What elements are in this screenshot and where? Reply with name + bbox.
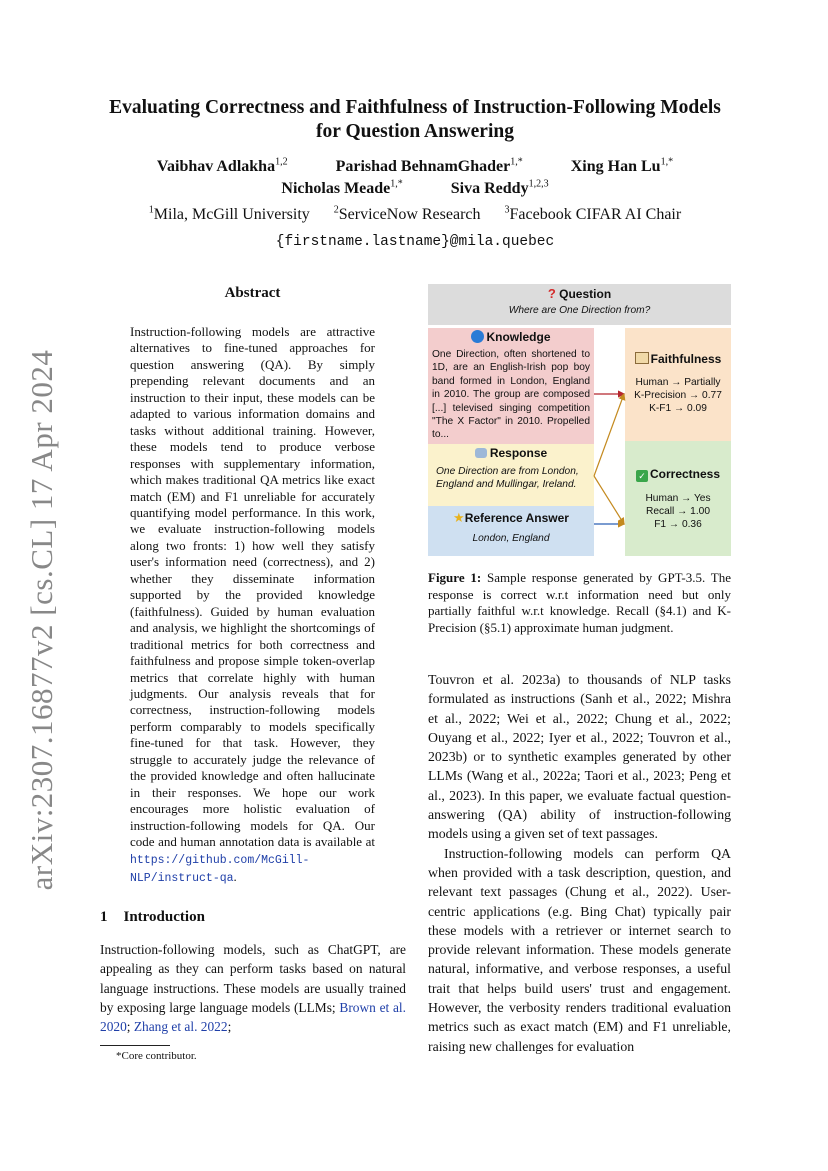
email-address: {firstname.lastname}@mila.quebec	[275, 234, 555, 250]
response-to-faithfulness-arrow	[594, 394, 624, 476]
question-box: ? Question Where are One Direction from?	[428, 284, 731, 325]
citation-link[interactable]: Brown et al. 2020	[100, 999, 406, 1035]
abstract-heading: Abstract	[224, 285, 281, 301]
affiliations	[90, 205, 740, 224]
introduction-text: Instruction-following models, such as ChatGPT, are appealing as they can perform tasks based on natural language instructions. These models are usually trained by exposing large language models (LLMs; Brown et al. 2020; Zhang et al. 2022;	[100, 942, 406, 1035]
paragraph: Touvron et al. 2023a) to thousands of NLP tasks formulated as instructions (Sanh et al., 2022; Mishra et al., 2022; Wei et al., 2022; Chung et al., 2022; Ouyang et al., 2022; Iyer et al., 2022; Touvron et al., 2023b) or to synthetic examples generated by other LLMs (Wang et al., 2022a; Taori et al., 2023; Peng et al., 2023). In this paper, we evaluate factual question-answering (QA) ability of instruction-following models using a given set of text passages.	[428, 672, 731, 842]
paragraph: Instruction-following models can perform QA when provided with a task description, question, and relevant text passages (Chung et al., 2022). User-centric applications (e.g. Bing Chat) typically pair these models with a retriever or internet search to provide relevant information. These models generate natural, informative, and verbose responses, a useful trait that helps build users' trust and engagement. However, the verbosity renders traditional evaluation metrics such as exact match (EM) and F1 unreliable, raising new challenges for evaluation	[428, 845, 731, 1054]
faithfulness-box: Faithfulness Human → Partially K-Precision → 0.77 K-F1 → 0.09	[625, 328, 731, 441]
affiliation: $^3$Facebook CIFAR AI Chair	[504, 205, 682, 224]
figure-arrows	[428, 284, 731, 557]
authors-row-1	[90, 157, 740, 176]
affiliation: $^2$ServiceNow Research	[333, 205, 481, 224]
knowledge-passage: One Direction, often shortened to 1D, are an English-Irish pop boy band formed in London, England in 2010. The group are composed [...] televised singing competition "The X Factor" in 2010. Propelled to...	[432, 349, 590, 441]
title-line-2: for Question Answering	[316, 121, 514, 142]
authors-row-2	[90, 179, 740, 198]
star-icon: ★	[453, 510, 465, 525]
response-box: Response One Direction are from London, England and Mullingar, Ireland.	[428, 444, 594, 506]
arxiv-identifier: arXiv:2307.16877v2 [cs.CL] 17 Apr 2024	[24, 349, 59, 891]
footnote: *Core contributor.	[116, 1050, 197, 1062]
paper-title	[90, 96, 740, 144]
code-link[interactable]: https://github.com/McGill-NLP/instruct-qa	[130, 853, 310, 885]
author: Siva Reddy$^{1,2,3}$	[450, 179, 549, 198]
response-to-correctness-arrow	[594, 476, 624, 524]
question-mark-icon: ?	[547, 286, 556, 301]
footnote-divider	[100, 1045, 170, 1046]
affiliation: $^1$Mila, McGill University	[148, 205, 310, 224]
author: Parishad BehnamGhader$^{1,*}$	[335, 157, 523, 176]
figure-1	[428, 284, 731, 557]
reference-answer-box: ★Reference Answer London, England	[428, 506, 594, 556]
author: Xing Han $Lu^{1,*}$	[570, 157, 674, 176]
figure-caption: Figure 1: Sample response generated by GPT-3.5. The response is correct w.r.t information need but only partially faithful w.r.t knowledge. Recall (§4.1) and K-Precision (§5.1) approximate human judgment.	[428, 570, 731, 635]
abstract-text: Instruction-following models are attractive alternatives to fine-tuned approaches for question answering (QA). By simply prepending relevant documents and an instruction to their input, these models can be adapted to various information domains and tasks without additional training. However, these models tend to produce verbose responses with supplementary information, which makes traditional QA metrics like exact match (EM) and F1 unreliable for accurately quantifying model performance. In this work, we evaluate instruction-following models along two fronts: 1) how well they satisfy user's information need (correctness), and 2) whether they disseminate information supported by the provided knowledge (faithfulness). Guided by human evaluation and analysis, we highlight the shortcomings of traditional metrics for both correctness and faithfulness and propose simple token-overlap metrics that correlate highly with human judgments. Our analysis reveals that for correctness, instruction-following models perform comparably to models specifically fine-tuned for that task. However, they struggle to accurately judge the relevance of the provided knowledge and often hallucinate in their responses. We hope our work encourages more holistic evaluation of instruction-following models for QA. Our code and human annotation data is available at https://github.com/McGill-NLP/instruct-qa.	[130, 324, 375, 885]
author: Nicholas Meade$^{1,*}$	[281, 179, 403, 198]
check-icon: ✓	[636, 470, 648, 482]
title-line-1: Evaluating Correctness and Faithfulness of Instruction-Following Models	[109, 97, 721, 118]
knowledge-box: Knowledge One Direction, often shortened to 1D, are an English-Irish pop boy band formed in London, England in 2010. The group are composed [...] televised singing competition "The X Factor" in 2010. Propelled to...	[428, 328, 594, 444]
correctness-box: ✓ Correctness Human → Yes Recall → 1.00 F1 → 0.36	[625, 441, 731, 556]
right-column-text	[428, 670, 731, 1056]
author: Vaibhav Adlakha$^{1,2}$	[156, 157, 288, 176]
citation-link[interactable]: Zhang et al. 2022	[133, 1019, 228, 1035]
section-heading-introduction: 1 Introduction	[100, 909, 205, 925]
response-text: One Direction are from London, England and Mullingar, Ireland.	[436, 466, 579, 491]
